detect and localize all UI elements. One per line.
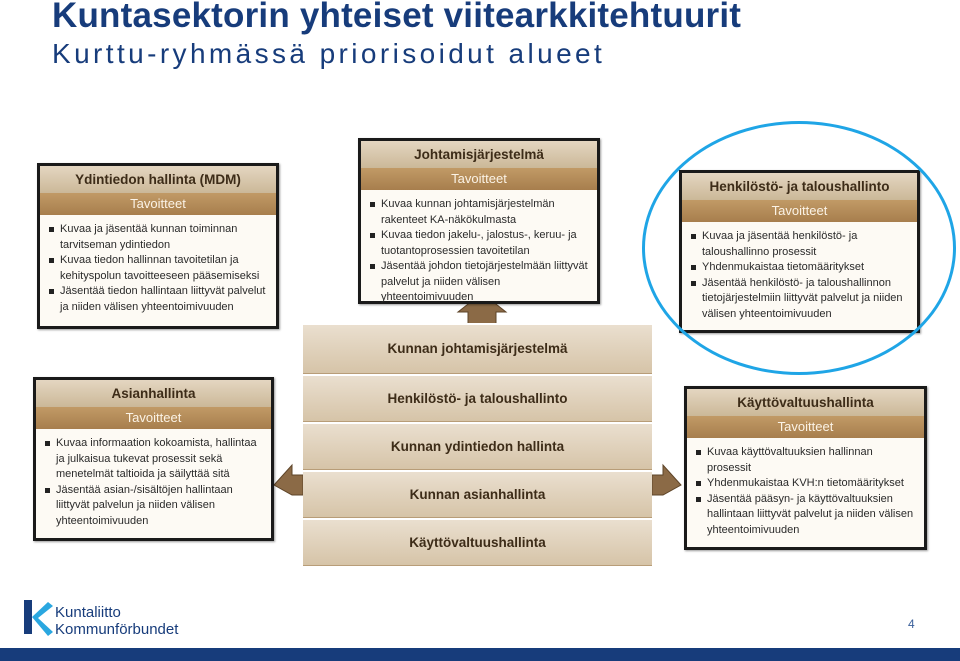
list-item: Jäsentää johdon tietojärjestelmään liittyvät palvelut ja niiden välisen yhteentoimivuuden (369, 259, 591, 306)
arrow-left (274, 465, 303, 495)
card-asian (33, 377, 274, 541)
layer-kayttovaltuus: Käyttövaltuushallinta (303, 518, 652, 566)
arrow-right (652, 465, 681, 495)
list-item: Kuvaa ja jäsentää henkilöstö- ja taloushallinno prosessit (690, 229, 911, 260)
layer-henkilosto: Henkilöstö- ja taloushallinto (303, 374, 652, 422)
layer-ydintieto: Kunnan ydintiedon hallinta (303, 422, 652, 470)
card-henkilosto-sub: Tavoitteet (682, 200, 917, 222)
card-johtamis (358, 138, 600, 304)
layer-stack (303, 323, 652, 566)
list-item: Kuvaa kunnan johtamisjärjestelmän rakenteet KA-näkökulmasta (369, 197, 591, 228)
kuntaliitto-logo-icon (22, 598, 54, 636)
list-item: Kuvaa tiedon jakelu-, jalostus-, keruu- ja tuotantoprosessien tavoitetilan (369, 228, 591, 259)
slide-subtitle: Kurttu-ryhmässä priorisoidut alueet (52, 38, 606, 69)
list-item: Yhdenmukaistaa tietomääritykset (690, 260, 911, 276)
list-item: Jäsentää tiedon hallintaan liittyvät palvelut ja niiden välisen yhteentoimivuuden (48, 284, 270, 315)
card-kaytto (684, 386, 927, 550)
card-mdm-sub: Tavoitteet (40, 193, 276, 215)
logo-line1: Kuntaliitto (55, 604, 121, 621)
card-johtamis-heading: Johtamisjärjestelmä (361, 141, 597, 168)
card-mdm-list (48, 222, 270, 315)
card-kaytto-sub: Tavoitteet (687, 416, 924, 438)
list-item: Yhdenmukaistaa KVH:n tietomääritykset (695, 476, 918, 492)
page-number: 4 (908, 617, 915, 631)
list-item: Jäsentää asian-/sisältöjen hallintaan liittyvät palvelun ja niiden välisen yhteentoimivuuden (44, 483, 265, 530)
card-asian-heading: Asianhallinta (36, 380, 271, 407)
card-johtamis-list (369, 197, 591, 306)
highlight-circle (642, 121, 956, 375)
list-item: Kuvaa tiedon hallinnan tavoitetilan ja kehityspolun tavoitteeseen pääsemiseksi (48, 253, 270, 284)
card-kaytto-list (695, 445, 918, 538)
card-johtamis-sub: Tavoitteet (361, 168, 597, 190)
layer-asianhallinta: Kunnan asianhallinta (303, 470, 652, 518)
list-item: Jäsentää henkilöstö- ja taloushallinnon tietojärjestelmiin liittyvät palvelut ja niiden välisen yhteentoimivuuden (690, 276, 911, 323)
card-mdm (37, 163, 279, 329)
card-asian-list (44, 436, 265, 529)
bottom-bar (0, 648, 960, 661)
list-item: Jäsentää pääsyn- ja käyttövaltuuksien hallintaan liittyvät palvelut ja niiden välisen yhteentoimivuuden (695, 492, 918, 539)
card-henkilosto-heading: Henkilöstö- ja taloushallinto (682, 173, 917, 200)
card-asian-sub: Tavoitteet (36, 407, 271, 429)
slide-title: Kuntasektorin yhteiset viitearkkitehtuurit (52, 0, 742, 35)
list-item: Kuvaa ja jäsentää kunnan toiminnan tarvitseman ydintiedon (48, 222, 270, 253)
layer-johtamisjarjestelma: Kunnan johtamisjärjestelmä (303, 323, 652, 374)
card-kaytto-heading: Käyttövaltuushallinta (687, 389, 924, 416)
list-item: Kuvaa informaation kokoamista, hallintaa ja julkaisua tukevat prosessit sekä menetelmät taltioida ja säilyttää sitä (44, 436, 265, 483)
list-item: Kuvaa käyttövaltuuksien hallinnan prosessit (695, 445, 918, 476)
logo-line2: Kommunförbundet (55, 621, 179, 638)
card-mdm-heading: Ydintiedon hallinta (MDM) (40, 166, 276, 193)
